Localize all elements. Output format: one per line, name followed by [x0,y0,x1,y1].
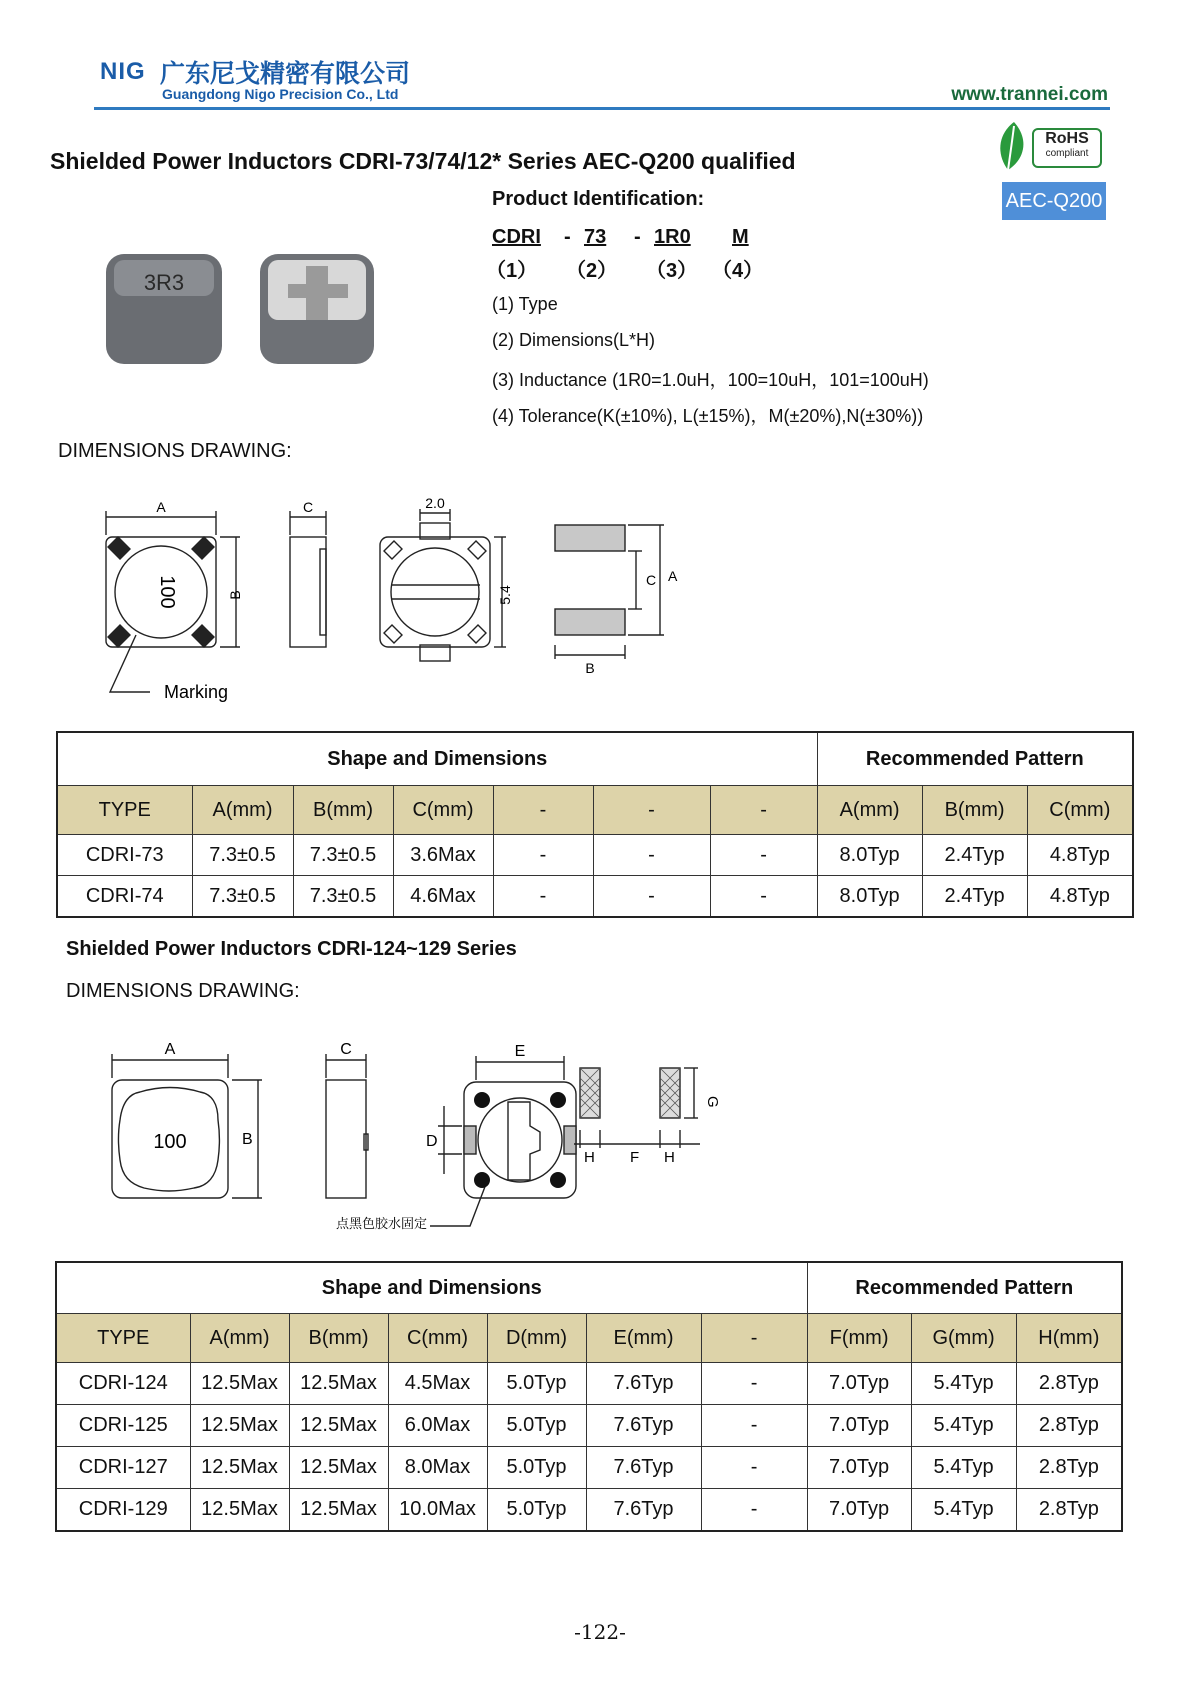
header-divider [94,107,1110,110]
table-cell: 5.4Typ [911,1405,1016,1447]
drawing2-marking-value: 100 [153,1131,187,1153]
aec-q200-badge: AEC-Q200 [1002,182,1106,220]
drawing2-label-a: A [164,1041,176,1058]
rohs-label: RoHS compliant [1032,128,1102,168]
product-photo [100,248,380,378]
table-cell: - [710,876,817,918]
table-cell: 8.0Typ [817,876,922,918]
table1-header: - [593,786,710,835]
table2-header: TYPE [56,1314,190,1363]
table-cell: CDRI-125 [56,1405,190,1447]
table1-header: - [710,786,817,835]
table1-header: B(mm) [293,786,393,835]
table-cell: 2.8Typ [1016,1447,1122,1489]
table-cell: - [701,1489,807,1532]
table2-header: F(mm) [807,1314,911,1363]
table-cell: 5.0Typ [487,1363,586,1405]
pid-num-2: （2） [566,260,618,282]
table-cell: 12.5Max [190,1447,289,1489]
table2-header: H(mm) [1016,1314,1122,1363]
dimensions-drawing-heading: DIMENSIONS DRAWING: [58,440,292,462]
table2-header: - [701,1314,807,1363]
table1-header: A(mm) [192,786,293,835]
table-row [57,835,1133,876]
table-cell: 7.0Typ [807,1363,911,1405]
table-cell: 4.8Typ [1027,835,1133,876]
table-row [57,876,1133,918]
company-logo: NIG [100,58,146,85]
table-cell: 7.0Typ [807,1447,911,1489]
table-cell: 12.5Max [289,1447,388,1489]
table-cell: 5.0Typ [487,1489,586,1532]
table-cell: 5.4Typ [911,1363,1016,1405]
rohs-badge [994,120,1104,172]
drawing1-marking-value: 100 [156,575,178,609]
pid-num-3: （3） [646,260,698,282]
table-cell: 4.6Max [393,876,493,918]
pid-line-type: (1) Type [492,294,558,314]
table1-header: - [493,786,593,835]
drawing2-label-h2: H [664,1149,675,1166]
table1-group-shape: Shape and Dimensions [57,732,817,786]
table-cell: 5.0Typ [487,1447,586,1489]
table-cell: CDRI-127 [56,1447,190,1489]
table2-group-shape: Shape and Dimensions [56,1262,807,1314]
table-cell: 12.5Max [289,1489,388,1532]
dimensions-table-2 [55,1261,1123,1532]
drawing2-label-h1: H [584,1149,595,1166]
drawing2-note: 点黑色胶水固定 [336,1216,428,1230]
pid-code-tolerance: M [732,226,749,248]
table-cell: 7.6Typ [586,1405,701,1447]
pid-line-inductance: (3) Inductance (1R0=1.0uH，100=10uH，101=100uH) [492,370,929,390]
drawing2-label-g: G [704,1096,721,1108]
table-cell: - [593,835,710,876]
table-cell: 7.3±0.5 [293,876,393,918]
pid-line-tolerance: (4) Tolerance(K(±10%), L(±15%)，M(±20%),N(±30%)) [492,406,924,426]
table-cell: 10.0Max [388,1489,487,1532]
table-row [56,1447,1122,1489]
table-cell: 7.0Typ [807,1405,911,1447]
table-cell: 4.8Typ [1027,876,1133,918]
pid-num-1: （1） [486,260,538,282]
table-cell: 12.5Max [289,1363,388,1405]
photo-marking: 3R3 [143,270,185,295]
table-cell: CDRI-129 [56,1489,190,1532]
page-number: -122- [574,1620,626,1644]
drawing1-label-c: C [302,499,314,515]
table-cell: 4.5Max [388,1363,487,1405]
table-cell: 2.4Typ [922,835,1027,876]
company-name-cn: 广东尼戈精密有限公司 [160,59,411,88]
series2-title: Shielded Power Inductors CDRI-124~129 Series [66,938,517,960]
table-cell: 3.6Max [393,835,493,876]
table-cell: CDRI-74 [57,876,192,918]
pid-num-4: （4） [712,260,764,282]
table-cell: 2.8Typ [1016,1405,1122,1447]
drawing2-label-b: B [242,1131,253,1148]
table2-header: D(mm) [487,1314,586,1363]
pid-code-size: 73 [584,226,607,248]
table2-header: A(mm) [190,1314,289,1363]
drawing1-height-value: 5.4 [497,585,513,605]
table-cell: - [701,1363,807,1405]
table1-header: C(mm) [1027,786,1133,835]
table-row [56,1489,1122,1532]
drawing2-label-f: F [630,1149,640,1166]
dimensions-drawing-2 [100,1030,780,1230]
table-cell: 2.8Typ [1016,1363,1122,1405]
table-cell: CDRI-73 [57,835,192,876]
table2-header: E(mm) [586,1314,701,1363]
dimensions-drawing-heading-2: DIMENSIONS DRAWING: [66,980,300,1002]
table-cell: 2.8Typ [1016,1489,1122,1532]
pid-code-inductance: 1R0 [654,226,691,248]
website-link[interactable]: www.trannei.com [951,84,1108,105]
table-cell: 8.0Max [388,1447,487,1489]
table2-header: B(mm) [289,1314,388,1363]
pid-code-dash: - [564,226,571,248]
table-cell: - [493,876,593,918]
table1-header: TYPE [57,786,192,835]
table-cell: - [701,1447,807,1489]
table-cell: 2.4Typ [922,876,1027,918]
table-cell: - [493,835,593,876]
table2-group-pattern: Recommended Pattern [807,1262,1122,1314]
table-cell: - [593,876,710,918]
company-name-en: Guangdong Nigo Precision Co., Ltd [162,86,399,102]
table-row [56,1405,1122,1447]
table-cell: 7.0Typ [807,1489,911,1532]
table1-header: C(mm) [393,786,493,835]
table-cell: 12.5Max [190,1489,289,1532]
drawing1-label-b: B [227,590,243,600]
table-cell: 12.5Max [289,1405,388,1447]
drawing2-label-e: E [514,1043,526,1060]
table-cell: 12.5Max [190,1363,289,1405]
table-cell: 5.4Typ [911,1447,1016,1489]
table-cell: 7.6Typ [586,1489,701,1532]
drawing1-pad-a: A [668,568,678,584]
pid-code-type: CDRI [492,226,541,248]
table-cell: 7.6Typ [586,1363,701,1405]
table-cell: - [710,835,817,876]
drawing1-width-value: 2.0 [425,495,445,511]
table1-header: A(mm) [817,786,922,835]
table-cell: 12.5Max [190,1405,289,1447]
pid-line-dimensions: (2) Dimensions(L*H) [492,330,656,350]
drawing2-label-d: D [426,1133,438,1150]
leaf-icon [994,120,1034,174]
table-cell: 7.3±0.5 [192,835,293,876]
drawing2-label-c: C [340,1041,352,1058]
product-identification-title: Product Identification: [492,188,705,210]
table-cell: 6.0Max [388,1405,487,1447]
table-cell: 7.3±0.5 [192,876,293,918]
pid-code-dash: - [634,226,641,248]
drawing1-marking-label: Marking [164,682,229,702]
table-cell: 5.4Typ [911,1489,1016,1532]
table1-group-pattern: Recommended Pattern [817,732,1133,786]
table-row [56,1363,1122,1405]
dimensions-drawing-1 [90,495,710,705]
drawing1-pad-c: C [646,572,657,588]
table1-header: B(mm) [922,786,1027,835]
table-cell: CDRI-124 [56,1363,190,1405]
dimensions-table-1 [56,731,1134,918]
table-cell: 8.0Typ [817,835,922,876]
table-cell: 7.6Typ [586,1447,701,1489]
table-cell: - [701,1405,807,1447]
table2-header: C(mm) [388,1314,487,1363]
table2-header: G(mm) [911,1314,1016,1363]
drawing1-label-a: A [156,499,166,515]
table-cell: 5.0Typ [487,1405,586,1447]
series-title: Shielded Power Inductors CDRI-73/74/12* Series AEC-Q200 qualified [50,148,796,174]
table-cell: 7.3±0.5 [293,835,393,876]
drawing1-pad-b: B [585,660,595,676]
